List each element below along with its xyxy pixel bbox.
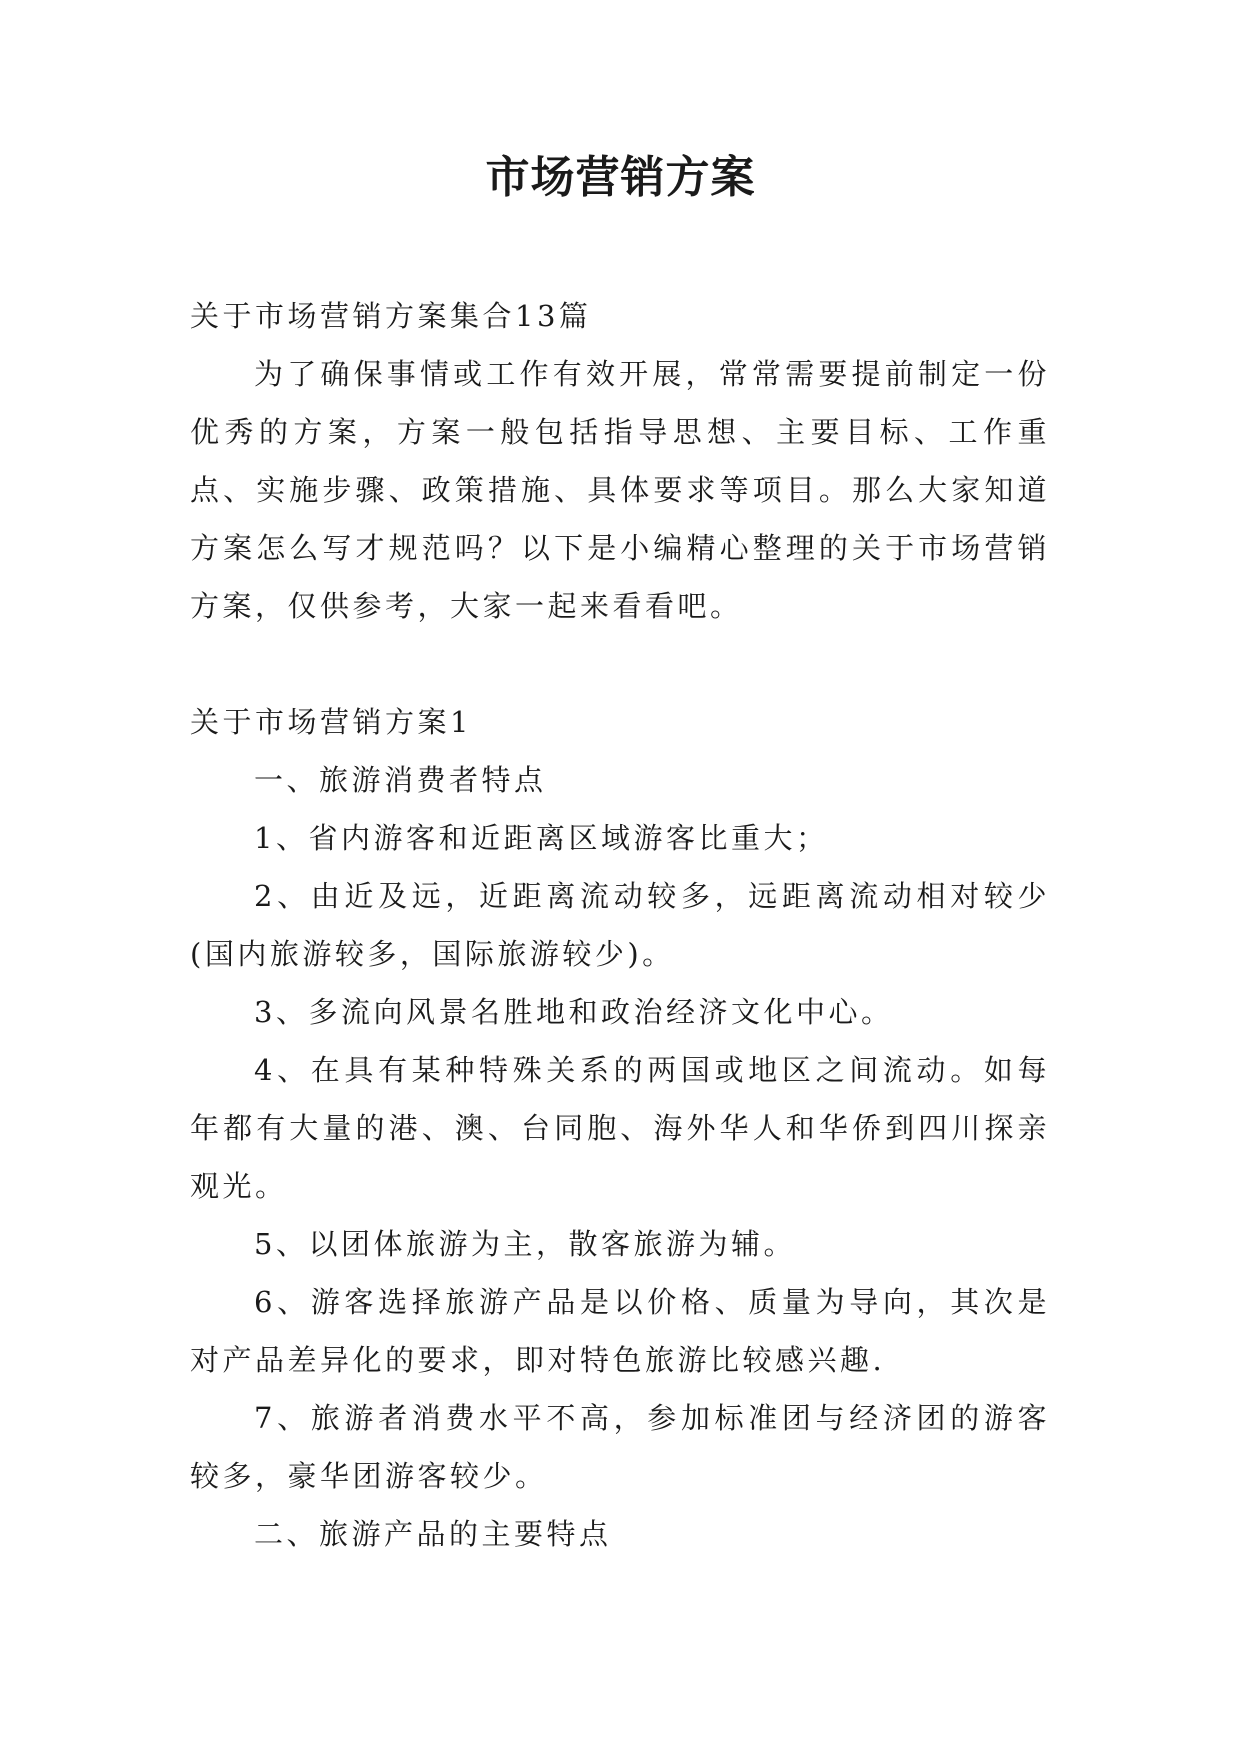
section-title: 关于市场营销方案1 <box>190 705 472 739</box>
body-paragraph: 3、多流向风景名胜地和政治经济文化中心。 <box>254 995 894 1029</box>
body-paragraph: 二、旅游产品的主要特点 <box>254 1517 612 1551</box>
body-paragraph: 6、游客选择旅游产品是以价格、质量为导向，其次是对产品差异化的要求，即对特色旅游比较感兴趣. <box>190 1285 1050 1377</box>
body-paragraph: 一、旅游消费者特点 <box>254 763 547 797</box>
section-spacer <box>190 635 1050 693</box>
document-title: 市场营销方案 <box>485 152 756 203</box>
intro-paragraph: 为了确保事情或工作有效开展，常常需要提前制定一份优秀的方案，方案一般包括指导思想、主要目标、工作重点、实施步骤、政策措施、具体要求等项目。那么大家知道方案怎么写才规范吗？以下是小编精心整理的关于市场营销方案，仅供参考，大家一起来看看吧。 <box>190 357 1050 623</box>
body-paragraph: 2、由近及远，近距离流动较多，远距离流动相对较少(国内旅游较多，国际旅游较少)。 <box>190 879 1050 971</box>
body-paragraph: 5、以团体旅游为主，散客旅游为辅。 <box>254 1227 796 1261</box>
body-paragraph: 1、省内游客和近距离区域游客比重大； <box>254 821 829 855</box>
body-paragraph: 7、旅游者消费水平不高，参加标准团与经济团的游客较多，豪华团游客较少。 <box>190 1401 1050 1493</box>
document-subtitle: 关于市场营销方案集合13篇 <box>190 299 592 333</box>
body-paragraph: 4、在具有某种特殊关系的两国或地区之间流动。如每年都有大量的港、澳、台同胞、海外华人和华侨到四川探亲观光。 <box>190 1053 1050 1203</box>
document-body <box>190 287 1050 1563</box>
